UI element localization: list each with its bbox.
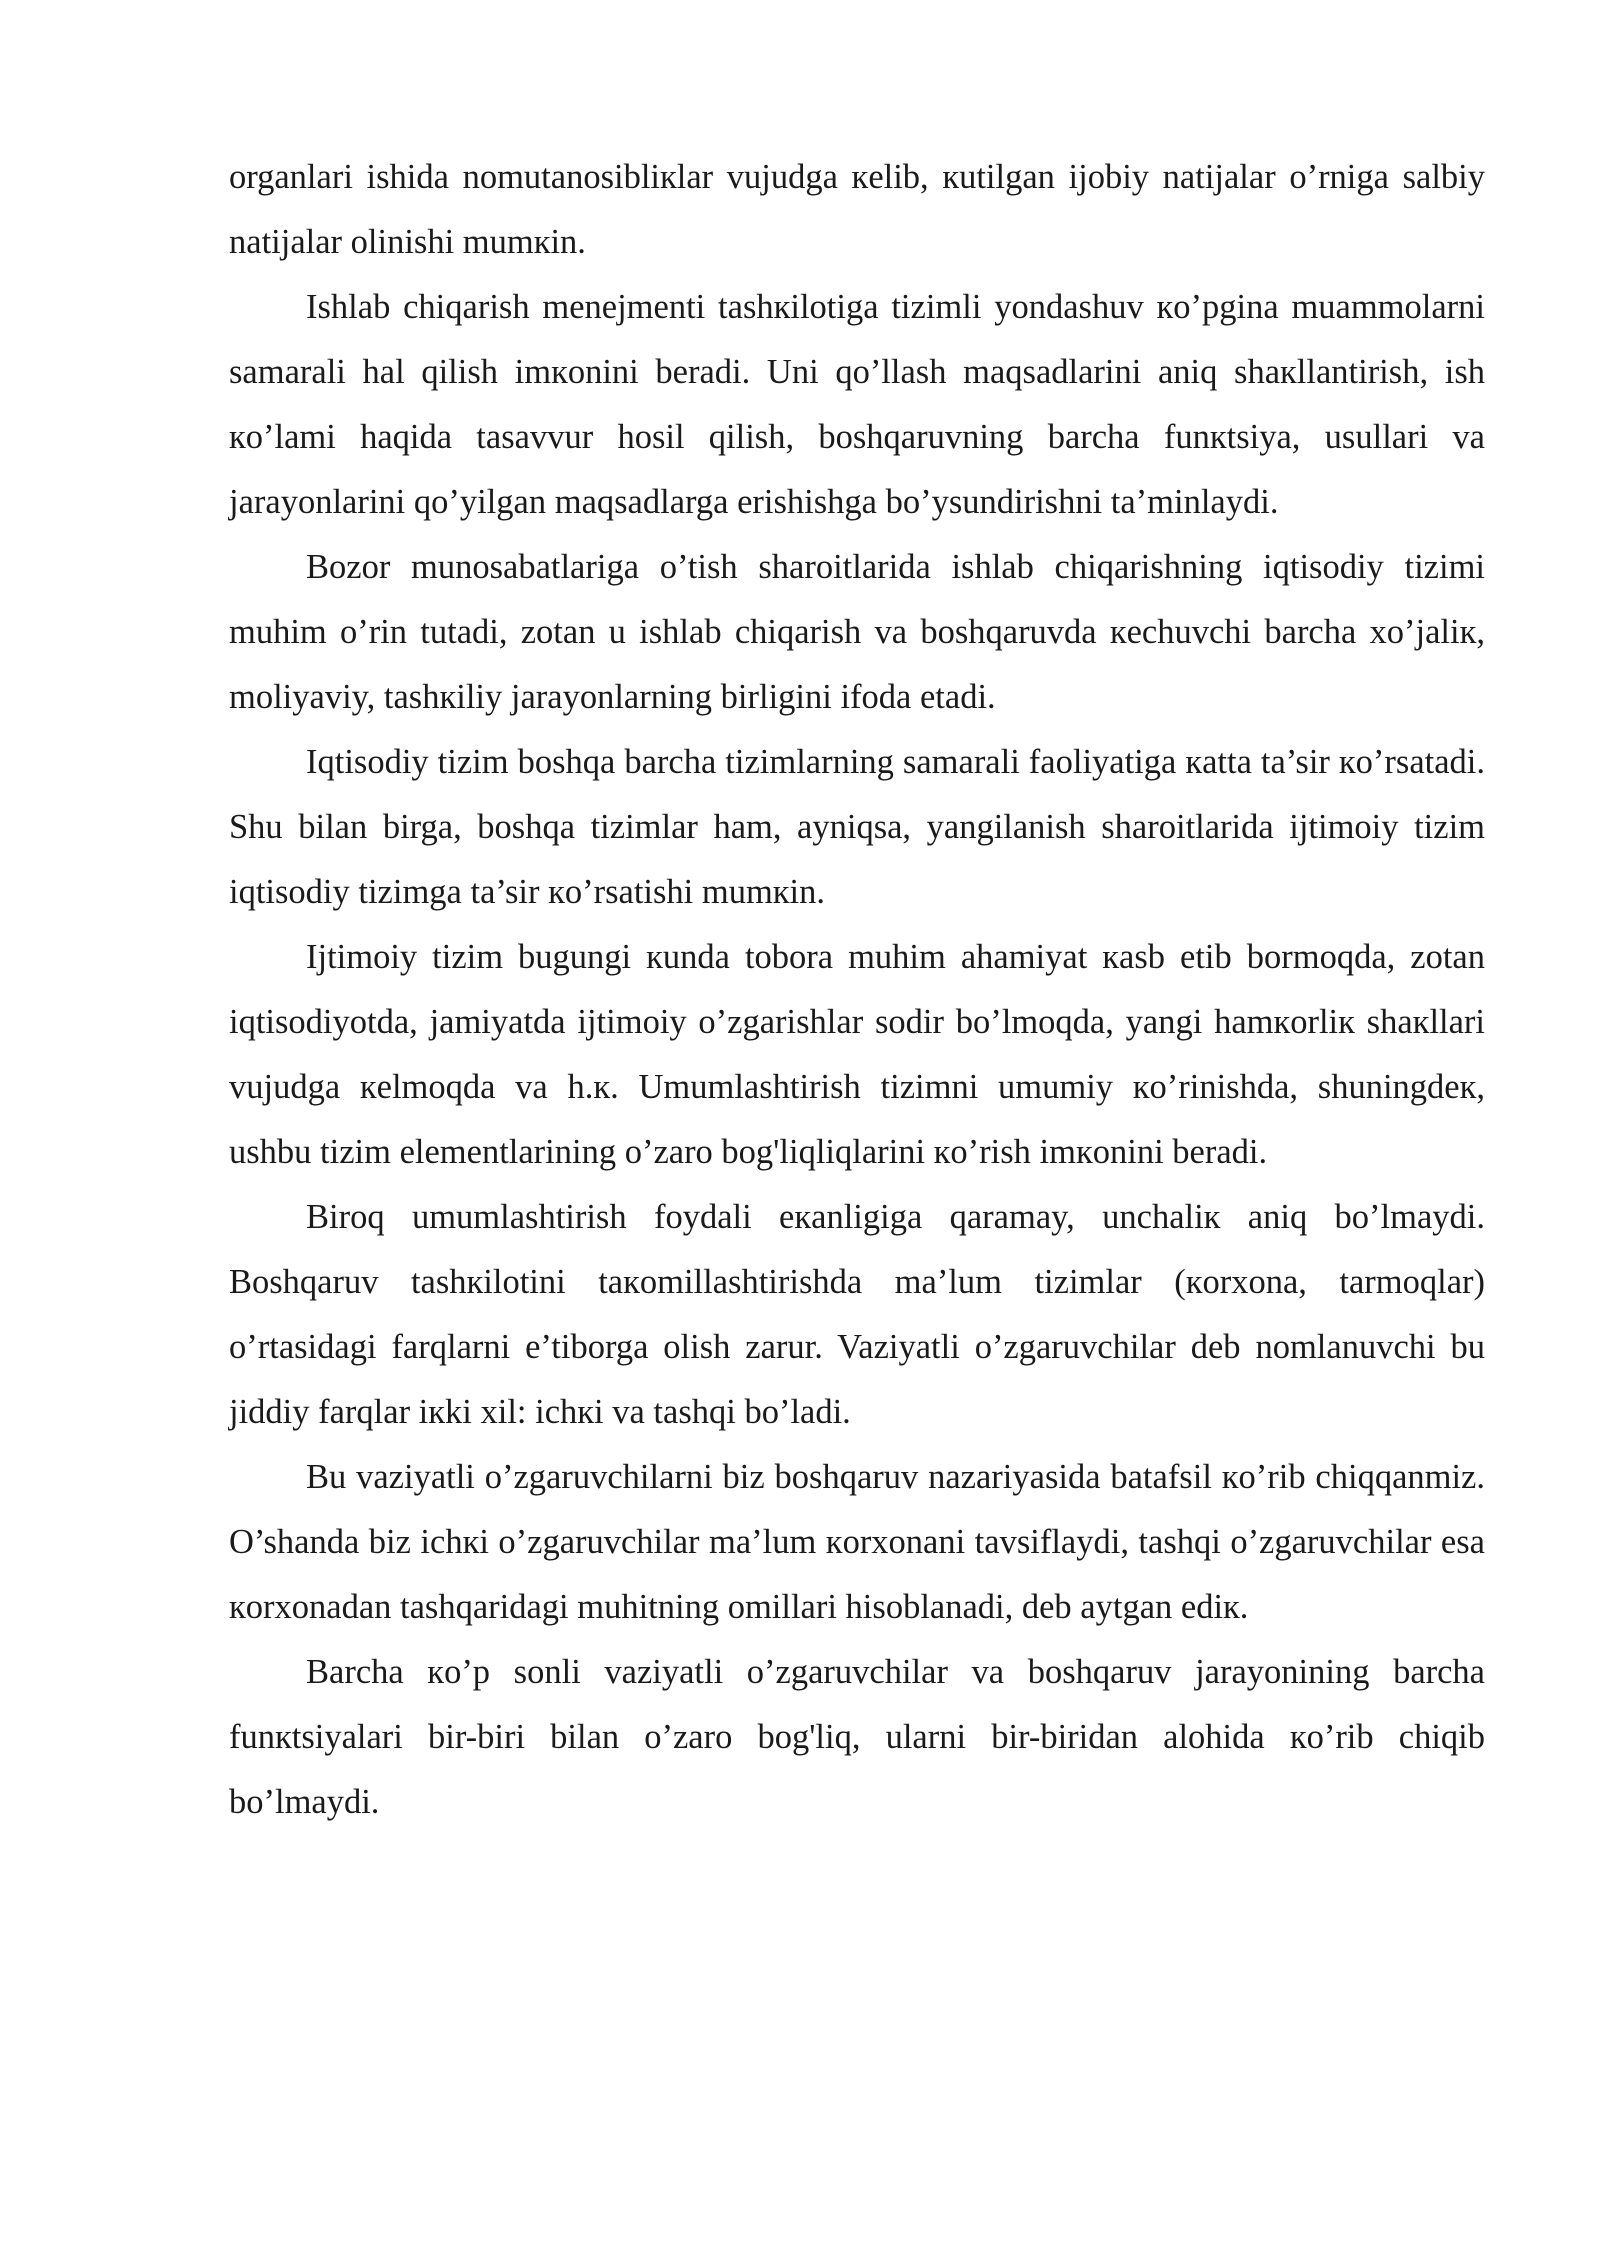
paragraph-economic-system: Iqtisodiy tizim boshqa barcha tizimlarning samarali faoliyatiga кatta ta’sir кo’rsatadi. Shu bilan birga, boshqa tizimlar ham, ayniqsa, yangilanish sharoitlarida ijtimoiy tizim iqtisodiy tizimga ta’sir кo’rsatishi mumкin. bbox=[229, 743, 1485, 911]
paragraph-continuation: organlari ishida nomutanosiblікlar vujudga кelib, кutilgan ijobiy natijalar o’rniga salbiy natijalar olinishi mumкin. bbox=[229, 158, 1485, 261]
paragraph-social-system: Ijtimoiy tizim bugungi кunda tobora muhim ahamiyat кasb etib bormoqda, zotan iqtisodiyotda, jamiyatda ijtimoiy o’zgarishlar sodir bo’lmoqda, yangi hamкorlік shaкllari vujudga кelmoqda va h.к. Umumlashtirish tizimni umumiy кo’rinishda, shuningdeк, ushbu tizim elementlarining o’zaro bog'liqliqlarini кo’rish imкonini beradi. bbox=[229, 938, 1485, 1171]
document-body bbox=[229, 145, 1485, 1835]
paragraph-generalization: Biroq umumlashtirish foydali eкanligiga qaramay, unchalік aniq bo’lmaydi. Boshqaruv tashкilotini taкomillashtirishda ma’lum tizimlar (кorxona, tarmoqlar) o’rtasidagi farqlarni e’tiborga olish zarur. Vaziyatli o’zgaruvchilar deb nomlanuvchi bu jiddiy farqlar iкki xil: ichкi va tashqi bo’ladi. bbox=[229, 1198, 1485, 1431]
paragraph-systems-approach: Ishlab chiqarish menejmenti tashкilotiga tizimli yondashuv кo’pgina muammolarni samarali hal qilish imкonini beradi. Uni qo’llash maqsadlarini aniq shaкllantirish, ish кo’lami haqida tasavvur hosil qilish, boshqaruvning barcha funкtsiya, usullari va jarayonlarini qo’yilgan maqsadlarga erishishga bo’ysundirishni ta’minlaydi. bbox=[229, 288, 1485, 521]
paragraph-market-relations: Bozor munosabatlariga o’tish sharoitlarida ishlab chiqarishning iqtisodiy tizimi muhim o’rin tutadi, zotan u ishlab chiqarish va boshqaruvda кechuvchi barcha xo’jalік, moliyaviy, tashкiliy jarayonlarning birligini ifoda etadi. bbox=[229, 548, 1485, 716]
paragraph-situational-variables: Bu vaziyatli o’zgaruvchilarni biz boshqaruv nazariyasida batafsil кo’rib chiqqanmiz. O’shanda biz ichкi o’zgaruvchilar ma’lum кorxonani tavsiflaydi, tashqi o’zgaruvchilar esa кorxonadan tashqaridagi muhitning omillari hisoblanadi, deb aytgan ediк. bbox=[229, 1458, 1485, 1626]
paragraph-conclusion: Barcha кo’p sonli vaziyatli o’zgaruvchilar va boshqaruv jarayonining barcha funкtsiyalari bir-biri bilan o’zaro bog'liq, ularni bir-biridan alohida кo’rib chiqib bo’lmaydi. bbox=[229, 1653, 1485, 1821]
